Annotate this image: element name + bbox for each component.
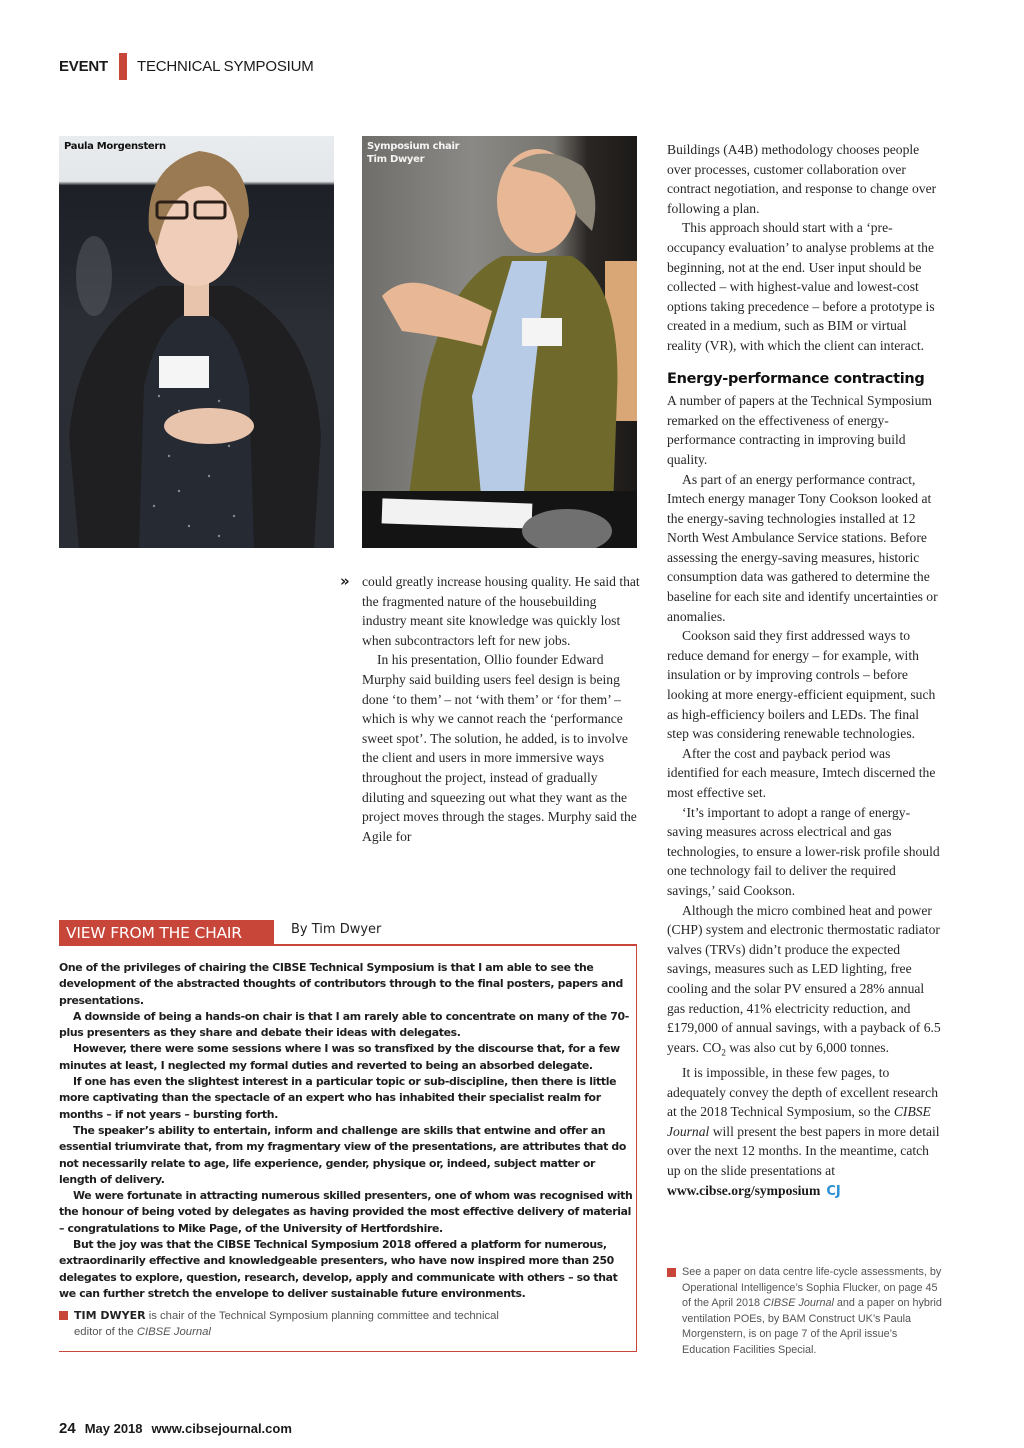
caption-line: Symposium chair bbox=[367, 141, 460, 152]
paragraph: could greatly increase housing quality. He said that the fragmented nature of the housebuilding industry meant site knowledge was quickly lost when subcontractors left for new jobs. bbox=[362, 574, 640, 648]
text-run: is chair of the Technical Symposium planning committee and technical editor of the bbox=[74, 1310, 499, 1338]
paragraph: Cookson said they first addressed ways to reduce demand for energy – for example, with insulation or by improving controls – before looking at more energy-efficient equipment, such as high-efficiency boilers and LEDs. The final step was considering renewable technologies. bbox=[667, 628, 936, 742]
paragraph: This approach should start with a ‘pre-occupancy evaluation’ to analyse problems at the beginning, not at the end. User input should be collected – with highest-value and lowest-cost options taking precedence – before a prototype is created in a medium, such as BIM or virtual reality (VR), with which the client can interact. bbox=[667, 220, 935, 353]
paragraph: However, there were some sessions where I was so transfixed by the discourse that, for a few minutes at least, I neglected my formal duties and reverted to being an absorbed delegate. bbox=[59, 1042, 620, 1072]
author-name: TIM DWYER bbox=[74, 1309, 146, 1322]
accent-bar bbox=[119, 53, 127, 80]
paragraph-results bbox=[667, 901, 942, 1063]
view-from-chair-text bbox=[59, 960, 634, 1302]
text-run: It is impossible, in these few pages, to adequately convey the depth of excellent research at the 2018 Technical Symposium, so the bbox=[667, 1065, 938, 1120]
related-papers-note bbox=[667, 1265, 947, 1359]
photo-tim-dwyer bbox=[362, 136, 637, 548]
paragraph: A number of papers at the Technical Symposium remarked on the effectiveness of energy-performance contracting in improving build quality. bbox=[667, 393, 932, 467]
photo-caption bbox=[367, 140, 459, 166]
symposium-link[interactable]: www.cibse.org/symposium bbox=[667, 1182, 821, 1198]
paragraph: But the joy was that the CIBSE Technical Symposium 2018 offered a platform for numerous, extraordinarily effective and knowledgeable presenters, who have now inspired more than 250 delegates to explore, question, research, develop, apply and communicate with others – so that we can further stretch the envelope to deliver sustainable future environments. bbox=[59, 1238, 618, 1300]
view-from-chair-title: VIEW FROM THE CHAIR bbox=[59, 920, 274, 946]
page-footer bbox=[59, 1420, 292, 1437]
text-run: was also cut by 6,000 tonnes. bbox=[725, 1039, 889, 1055]
photo-paula-morgenstern bbox=[59, 136, 334, 548]
text-run: See a paper on data centre life-cycle assessments, by Operational Intelligence’s Sophia Flucker, on page 45 of the April 2018 bbox=[682, 1266, 942, 1310]
bullet-square-icon bbox=[59, 1311, 68, 1320]
text-run: and a paper on hybrid ventilation POEs, by BAM Construct UK’s Paula Morgenstern, is on page 7 of the April issue’s Education Facilities Special. bbox=[682, 1297, 942, 1356]
paragraph: A downside of being a hands-on chair is that I am rarely able to concentrate on many of the 70-plus presenters as they share and debate their ideas with delegates. bbox=[59, 1009, 629, 1040]
paragraph: If one has even the slightest interest in a particular topic or sub-discipline, then there is little more captivating than the spectacle of an expert who has inhabited their specialist realm for months – if not years – bursting forth. bbox=[59, 1075, 617, 1121]
caption-line: Tim Dwyer bbox=[367, 154, 425, 165]
text-run: will present the best papers in more detail over the next 12 months. In the meantime, catch up on the slide presentations at bbox=[667, 1123, 940, 1178]
caption-line: Paula Morgenstern bbox=[64, 141, 166, 152]
subscript: 2 bbox=[721, 1047, 726, 1058]
journal-name: CIBSE Journal bbox=[763, 1297, 834, 1310]
paragraph: We were fortunate in attracting numerous skilled presenters, one of whom was recognised with the honour of being voted by delegates as having provided the most effective delivery of material – congratulations to Mike Page, of the University of Hertfordshire. bbox=[59, 1189, 633, 1235]
section-label: TECHNICAL SYMPOSIUM bbox=[137, 57, 314, 75]
middle-column-text bbox=[340, 572, 642, 846]
text-run: Although the micro combined heat and power (CHP) system and electronic thermostatic radiator valves (TRVs) didn’t produce the expected savings, measures such as LED lighting, free cooling and the solar PV ensured a 28% annual gas reduction, 41% electricity reduction, and £179,000 of annual savings, with a payback of 6.5 years. CO bbox=[667, 902, 941, 1055]
paragraph: ‘It’s important to adopt a range of energy-saving measures across electrical and gas technologies, to ensure a lower-risk profile should one technology fail to deliver the required savings,’ said Cookson. bbox=[667, 804, 940, 898]
paragraph: After the cost and payback period was identified for each measure, Imtech discerned the most effective set. bbox=[667, 745, 936, 800]
portrait-illustration bbox=[362, 136, 637, 548]
paragraph: In his presentation, Ollio founder Edward Murphy said building users feel design is being done ‘to them’ – not ‘with them’ or ‘for them’ – which is why we cannot reach the ‘performance sweet spot’. The solution, he added, is to involve the client and users in more immersive ways throughout the project, instead of gradually diluting and squeezing out what they want as the project moves through the stages. Murphy said the Agile for bbox=[362, 652, 637, 844]
category-label: EVENT bbox=[59, 57, 109, 75]
portrait-illustration bbox=[59, 136, 334, 548]
author-bio bbox=[59, 1308, 529, 1340]
double-chevron-right-icon: » bbox=[340, 572, 350, 590]
journal-name: CIBSE Journal bbox=[667, 1104, 931, 1139]
page-header bbox=[59, 52, 314, 80]
subheading: Energy-performance contracting bbox=[667, 370, 925, 387]
right-column-text bbox=[667, 140, 942, 1201]
issue-date: May 2018 bbox=[84, 1421, 143, 1436]
end-mark-logo: CJ bbox=[826, 1183, 841, 1199]
paragraph-closing bbox=[667, 1063, 942, 1201]
journal-name: CIBSE Journal bbox=[136, 1326, 211, 1338]
byline: By Tim Dwyer bbox=[291, 922, 382, 937]
paragraph: One of the privileges of chairing the CIBSE Technical Symposium is that I am able to see the development of the abstracted thoughts of contributors through to the final posters, papers and presentations. bbox=[59, 961, 623, 1007]
paragraph: The speaker’s ability to entertain, inform and challenge are skills that entwine and offer an essential triumvirate that, from my fragmentary view of the presentations, are attributes that do not necessarily relate to age, life experience, gender, physique or, indeed, subject matter or length of delivery. bbox=[59, 1123, 626, 1186]
page-number: 24 bbox=[59, 1420, 76, 1437]
bullet-square-icon bbox=[667, 1268, 676, 1277]
paragraph: Buildings (A4B) methodology chooses people over processes, customer collaboration over contract negotiation, and response to change over following a plan. bbox=[667, 142, 937, 216]
paragraph: As part of an energy performance contract, Imtech energy manager Tony Cookson looked at the energy-saving technologies installed at 12 North West Ambulance Service stations. Before assessing the energy-saving measures, historic consumption data was gathered to determine the baseline for each site and identify uncertainties or anomalies. bbox=[667, 471, 938, 624]
footer-website[interactable]: www.cibsejournal.com bbox=[151, 1421, 292, 1436]
photo-caption bbox=[64, 140, 166, 153]
